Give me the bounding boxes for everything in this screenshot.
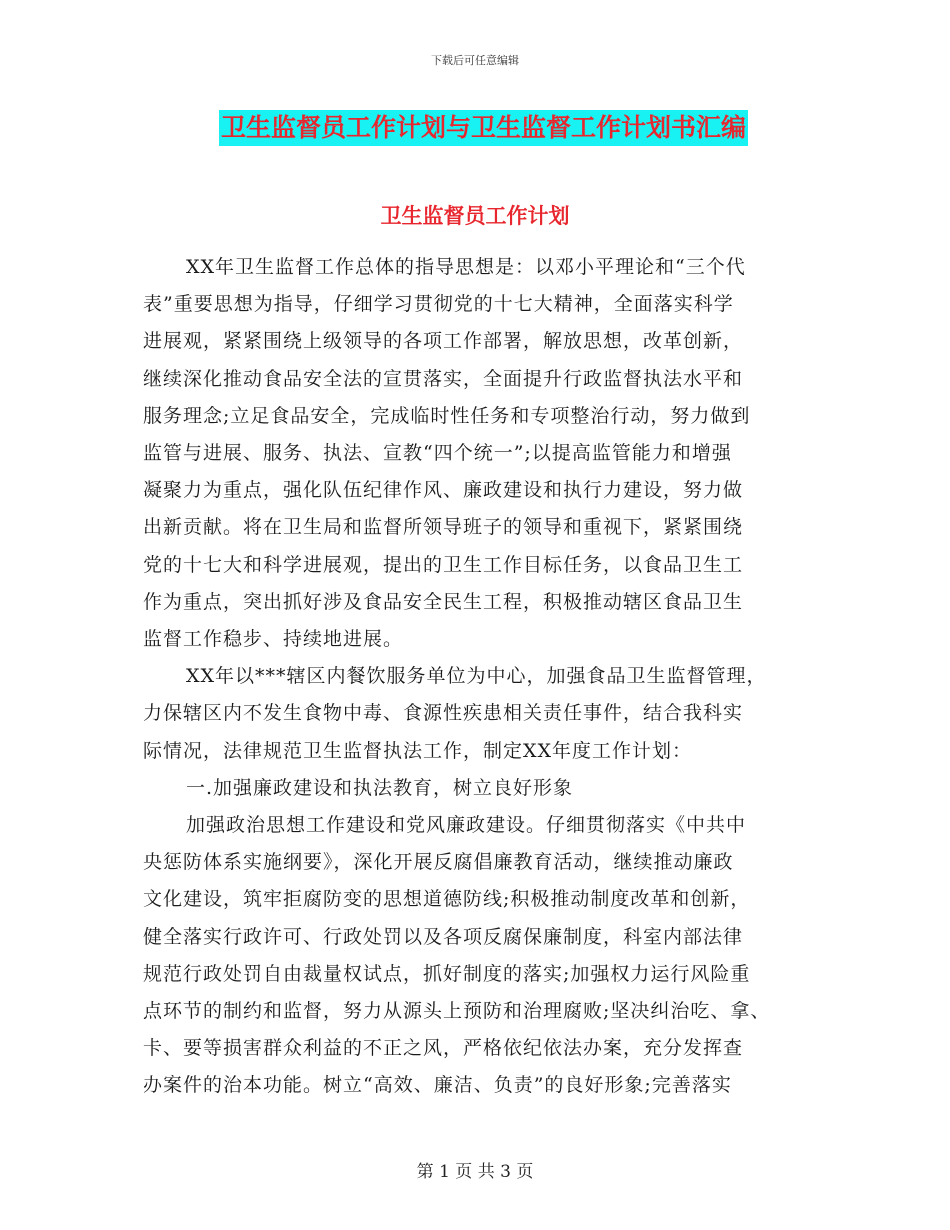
page-footer: 第 1 页 共 3 页 — [416, 1162, 534, 1182]
body-line: 文化建设，筑牢拒腐防变的思想道德防线;积极推动制度改革和创新， — [143, 888, 751, 911]
body-line: 党的十七大和科学进展观，提出的卫生工作目标任务，以食品卫生工 — [143, 553, 744, 576]
document-title: 卫生监督员工作计划与卫生监督工作计划书汇编 — [219, 110, 748, 146]
body-line: 监管与进展、服务、执法、宣教“四个统一”;以提高监管能力和增强 — [143, 442, 732, 464]
body-line: 一.加强廉政建设和执法教育，树立良好形象 — [186, 776, 574, 799]
body-line: 监督工作稳步、持续地进展。 — [143, 628, 404, 650]
body-line: 出新贡献。将在卫生局和监督所领导班子的领导和重视下，紧紧围绕 — [143, 516, 744, 539]
body-line: XX年卫生监督工作总体的指导思想是：以邓小平理论和“三个代 — [186, 256, 746, 278]
body-line: 凝聚力为重点，强化队伍纪律作风、廉政建设和执行力建设，努力做 — [143, 479, 744, 502]
body-line: 表”重要思想为指导，仔细学习贯彻党的十七大精神，全面落实科学 — [143, 293, 734, 316]
header-note: 下载后可任意编辑 — [431, 54, 519, 67]
body-line: 加强政治思想工作建设和党风廉政建设。仔细贯彻落实《中共中 — [186, 814, 747, 836]
section-title: 卫生监督员工作计划 — [380, 203, 570, 228]
body-line: 央惩防体系实施纲要》，深化开展反腐倡廉教育活动，继续推动廉政 — [143, 851, 734, 874]
body-line: 力保辖区内不发生食物中毒、食源性疾患相关责任事件，结合我科实 — [143, 702, 744, 725]
body-line: 际情况，法律规范卫生监督执法工作，制定XX年度工作计划： — [143, 739, 693, 762]
body-line: 健全落实行政许可、行政处罚以及各项反腐保廉制度，科室内部法律 — [143, 925, 744, 948]
body-line: 继续深化推动食品安全法的宣贯落实，全面提升行政监督执法水平和 — [143, 367, 744, 390]
body-line: 卡、要等损害群众利益的不正之风，严格依纪依法办案，充分发挥查 — [143, 1037, 744, 1060]
body-line: 服务理念;立足食品安全，完成临时性任务和专项整治行动，努力做到 — [143, 404, 751, 427]
body-line: 作为重点，突出抓好涉及食品安全民生工程，积极推动辖区食品卫生 — [143, 590, 744, 613]
body-line: 规范行政处罚自由裁量权试点，抓好制度的落实;加强权力运行风险重 — [143, 962, 751, 985]
body-line: 办案件的治本功能。树立“高效、廉洁、负责”的良好形象;完善落实 — [143, 1074, 732, 1097]
body-line: XX年以***辖区内餐饮服务单位为中心，加强食品卫生监督管理， — [186, 665, 767, 688]
body-line: 进展观，紧紧围绕上级领导的各项工作部署，解放思想，改革创新， — [143, 330, 744, 353]
body-line: 点环节的制约和监督，努力从源头上预防和治理腐败;坚决纠治吃、拿、 — [143, 1000, 771, 1022]
